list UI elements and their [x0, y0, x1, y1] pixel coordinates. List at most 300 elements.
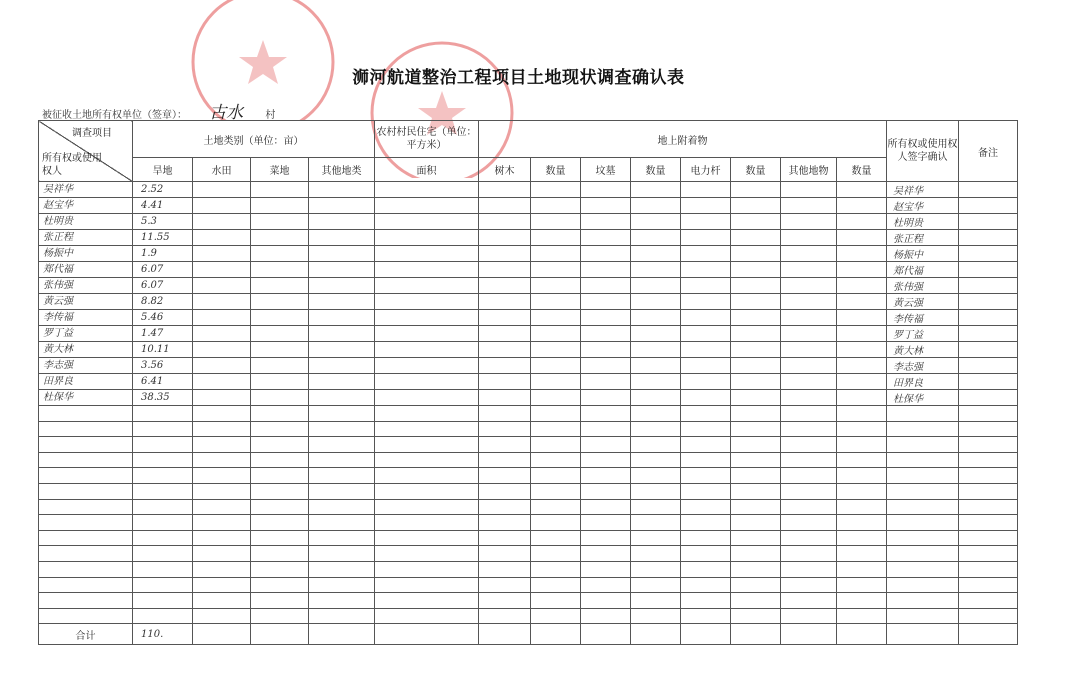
empty-cell	[531, 358, 581, 374]
empty-cell	[479, 546, 531, 562]
empty-cell	[375, 483, 479, 499]
empty-cell	[39, 468, 133, 484]
empty-cell	[375, 326, 479, 342]
header-other-qty: 数量	[837, 158, 887, 182]
header-paddy: 水田	[193, 158, 251, 182]
empty-cell	[681, 294, 731, 310]
empty-cell	[581, 374, 631, 390]
empty-cell	[581, 483, 631, 499]
empty-cell	[731, 561, 781, 577]
empty-cell	[887, 515, 959, 531]
empty-cell	[631, 214, 681, 230]
empty-cell	[731, 214, 781, 230]
table-row	[39, 342, 1018, 358]
table-row	[39, 483, 1018, 499]
empty-cell	[479, 246, 531, 262]
empty-cell	[781, 278, 837, 294]
table-row	[39, 468, 1018, 484]
empty-cell	[531, 483, 581, 499]
empty-cell	[781, 483, 837, 499]
empty-cell	[251, 230, 309, 246]
empty-cell	[781, 374, 837, 390]
empty-cell	[309, 421, 375, 437]
empty-cell	[631, 406, 681, 422]
empty-cell	[193, 530, 251, 546]
table-row	[39, 593, 1018, 609]
empty-cell	[251, 246, 309, 262]
empty-cell	[781, 593, 837, 609]
table-row	[39, 198, 1018, 214]
empty-cell	[631, 577, 681, 593]
empty-cell	[781, 515, 837, 531]
empty-cell	[309, 406, 375, 422]
table-row	[39, 499, 1018, 515]
empty-cell	[375, 437, 479, 453]
empty-cell	[193, 374, 251, 390]
empty-cell	[681, 278, 731, 294]
empty-cell	[581, 214, 631, 230]
empty-cell	[193, 515, 251, 531]
empty-cell	[309, 214, 375, 230]
empty-cell	[133, 515, 193, 531]
empty-cell	[39, 608, 133, 624]
empty-cell	[681, 468, 731, 484]
empty-cell	[375, 530, 479, 546]
empty-cell	[39, 561, 133, 577]
dryland-cell: 5.46	[133, 310, 193, 326]
empty-cell	[309, 294, 375, 310]
empty-cell	[309, 483, 375, 499]
table-row	[39, 294, 1018, 310]
empty-cell	[581, 294, 631, 310]
empty-cell	[837, 452, 887, 468]
dryland-cell: 38.35	[133, 390, 193, 406]
empty-cell	[309, 577, 375, 593]
empty-cell	[193, 358, 251, 374]
empty-cell	[731, 608, 781, 624]
empty-cell	[887, 483, 959, 499]
empty-cell	[375, 561, 479, 577]
empty-cell	[193, 452, 251, 468]
empty-cell	[631, 326, 681, 342]
empty-cell	[251, 262, 309, 278]
empty-cell	[251, 546, 309, 562]
empty-cell	[251, 198, 309, 214]
empty-cell	[133, 406, 193, 422]
empty-cell	[251, 437, 309, 453]
empty-cell	[251, 515, 309, 531]
empty-cell	[39, 483, 133, 499]
empty-cell	[39, 452, 133, 468]
empty-cell	[681, 437, 731, 453]
page-title: 浉河航道整治工程项目土地现状调查确认表	[352, 68, 685, 88]
empty-cell	[251, 374, 309, 390]
empty-cell	[133, 593, 193, 609]
empty-cell	[837, 561, 887, 577]
empty-cell	[479, 577, 531, 593]
empty-cell	[959, 437, 1018, 453]
empty-cell	[479, 499, 531, 515]
empty-cell	[133, 421, 193, 437]
dryland-cell: 5.3	[133, 214, 193, 230]
empty-cell	[531, 326, 581, 342]
empty-cell	[681, 530, 731, 546]
empty-cell	[133, 577, 193, 593]
empty-cell	[375, 374, 479, 390]
empty-cell	[479, 262, 531, 278]
empty-cell	[731, 421, 781, 437]
empty-cell	[731, 310, 781, 326]
total-dryland: 110.	[133, 624, 193, 645]
empty-cell	[887, 421, 959, 437]
header-trees-qty: 数量	[531, 158, 581, 182]
dryland-cell: 1.9	[133, 246, 193, 262]
header-vegetable: 菜地	[251, 158, 309, 182]
empty-cell	[39, 546, 133, 562]
empty-cell	[837, 374, 887, 390]
empty-cell	[837, 406, 887, 422]
table-row	[39, 452, 1018, 468]
empty-cell	[479, 342, 531, 358]
empty-cell	[251, 294, 309, 310]
empty-cell	[39, 421, 133, 437]
empty-cell	[479, 230, 531, 246]
empty-cell	[375, 246, 479, 262]
empty-cell	[193, 437, 251, 453]
empty-cell	[959, 452, 1018, 468]
empty-cell	[39, 406, 133, 422]
empty-cell	[631, 561, 681, 577]
empty-cell	[959, 499, 1018, 515]
empty-cell	[681, 561, 731, 577]
empty-cell	[309, 326, 375, 342]
table-row	[39, 214, 1018, 230]
empty-cell	[479, 326, 531, 342]
empty-cell	[837, 593, 887, 609]
owner-name-cell: 张伟强	[39, 278, 133, 294]
empty-cell	[309, 246, 375, 262]
signature-cell: 黄大林	[887, 342, 959, 358]
empty-cell	[731, 437, 781, 453]
empty-cell	[631, 624, 681, 645]
empty-cell	[959, 294, 1018, 310]
empty-cell	[479, 310, 531, 326]
signature-cell: 赵宝华	[887, 198, 959, 214]
empty-cell	[375, 468, 479, 484]
empty-cell	[887, 577, 959, 593]
empty-cell	[531, 278, 581, 294]
empty-cell	[531, 515, 581, 531]
empty-cell	[837, 182, 887, 198]
empty-cell	[309, 278, 375, 294]
empty-cell	[375, 214, 479, 230]
empty-cell	[631, 230, 681, 246]
empty-cell	[531, 230, 581, 246]
empty-cell	[581, 421, 631, 437]
empty-cell	[309, 546, 375, 562]
table-row	[39, 374, 1018, 390]
empty-cell	[193, 406, 251, 422]
empty-cell	[959, 624, 1018, 645]
empty-cell	[309, 198, 375, 214]
empty-cell	[193, 483, 251, 499]
empty-cell	[837, 624, 887, 645]
empty-cell	[531, 530, 581, 546]
unit-label: 被征收土地所有权单位（签章）：	[42, 110, 187, 121]
empty-cell	[837, 421, 887, 437]
empty-cell	[581, 406, 631, 422]
empty-cell	[479, 390, 531, 406]
empty-cell	[479, 608, 531, 624]
empty-cell	[781, 310, 837, 326]
empty-cell	[681, 390, 731, 406]
empty-cell	[39, 515, 133, 531]
empty-cell	[837, 577, 887, 593]
empty-cell	[193, 546, 251, 562]
empty-cell	[681, 342, 731, 358]
empty-cell	[193, 326, 251, 342]
empty-cell	[631, 437, 681, 453]
empty-cell	[837, 230, 887, 246]
empty-cell	[837, 326, 887, 342]
empty-cell	[479, 593, 531, 609]
empty-cell	[681, 593, 731, 609]
empty-cell	[681, 421, 731, 437]
empty-cell	[581, 530, 631, 546]
table-row	[39, 390, 1018, 406]
empty-cell	[581, 326, 631, 342]
empty-cell	[531, 406, 581, 422]
empty-cell	[837, 546, 887, 562]
empty-cell	[581, 358, 631, 374]
empty-cell	[731, 246, 781, 262]
table-row	[39, 530, 1018, 546]
empty-cell	[959, 593, 1018, 609]
empty-cell	[581, 310, 631, 326]
empty-cell	[193, 262, 251, 278]
empty-cell	[251, 278, 309, 294]
empty-cell	[251, 406, 309, 422]
empty-cell	[837, 246, 887, 262]
empty-cell	[681, 310, 731, 326]
empty-cell	[959, 374, 1018, 390]
header-attachments: 地上附着物	[479, 121, 887, 158]
owner-name-cell: 吴祥华	[39, 182, 133, 198]
empty-cell	[681, 452, 731, 468]
empty-cell	[781, 182, 837, 198]
empty-cell	[731, 530, 781, 546]
table-row	[39, 406, 1018, 422]
empty-cell	[251, 214, 309, 230]
header-poles-qty: 数量	[731, 158, 781, 182]
table-row	[39, 358, 1018, 374]
empty-cell	[309, 390, 375, 406]
empty-cell	[309, 515, 375, 531]
empty-cell	[251, 468, 309, 484]
empty-cell	[837, 262, 887, 278]
total-row	[39, 624, 1018, 645]
empty-cell	[781, 608, 837, 624]
empty-cell	[251, 577, 309, 593]
empty-cell	[837, 310, 887, 326]
empty-cell	[479, 374, 531, 390]
empty-cell	[959, 515, 1018, 531]
header-owner: 所有权或使用权人	[42, 153, 102, 177]
signature-cell: 黄云强	[887, 294, 959, 310]
empty-cell	[375, 546, 479, 562]
empty-cell	[375, 499, 479, 515]
empty-cell	[39, 499, 133, 515]
empty-cell	[193, 561, 251, 577]
empty-cell	[375, 421, 479, 437]
empty-cell	[959, 214, 1018, 230]
dryland-cell: 11.55	[133, 230, 193, 246]
empty-cell	[193, 246, 251, 262]
empty-cell	[781, 326, 837, 342]
empty-cell	[309, 182, 375, 198]
empty-cell	[781, 624, 837, 645]
empty-cell	[681, 246, 731, 262]
empty-cell	[837, 515, 887, 531]
empty-cell	[959, 278, 1018, 294]
empty-cell	[631, 468, 681, 484]
empty-cell	[375, 452, 479, 468]
empty-cell	[581, 499, 631, 515]
empty-cell	[375, 198, 479, 214]
empty-cell	[631, 515, 681, 531]
empty-cell	[781, 390, 837, 406]
empty-cell	[479, 452, 531, 468]
empty-cell	[375, 358, 479, 374]
empty-cell	[531, 198, 581, 214]
table-row	[39, 182, 1018, 198]
empty-cell	[193, 198, 251, 214]
owner-name-cell: 黄大林	[39, 342, 133, 358]
owner-name-cell: 李志强	[39, 358, 133, 374]
empty-cell	[781, 577, 837, 593]
empty-cell	[531, 214, 581, 230]
dryland-cell: 3.56	[133, 358, 193, 374]
empty-cell	[309, 437, 375, 453]
empty-cell	[193, 608, 251, 624]
empty-cell	[479, 278, 531, 294]
empty-cell	[375, 624, 479, 645]
empty-cell	[959, 342, 1018, 358]
empty-cell	[681, 198, 731, 214]
empty-cell	[887, 406, 959, 422]
empty-cell	[731, 390, 781, 406]
empty-cell	[251, 182, 309, 198]
empty-cell	[309, 262, 375, 278]
empty-cell	[781, 294, 837, 310]
signature-cell: 张伟强	[887, 278, 959, 294]
empty-cell	[887, 452, 959, 468]
empty-cell	[959, 530, 1018, 546]
empty-cell	[193, 577, 251, 593]
header-trees: 树木	[479, 158, 531, 182]
empty-cell	[631, 310, 681, 326]
empty-cell	[479, 468, 531, 484]
empty-cell	[731, 406, 781, 422]
empty-cell	[309, 468, 375, 484]
header-graves: 坟墓	[581, 158, 631, 182]
empty-cell	[375, 515, 479, 531]
empty-cell	[133, 437, 193, 453]
empty-cell	[781, 198, 837, 214]
empty-cell	[309, 624, 375, 645]
empty-cell	[479, 561, 531, 577]
empty-cell	[631, 483, 681, 499]
empty-cell	[731, 593, 781, 609]
empty-cell	[581, 468, 631, 484]
table-row	[39, 246, 1018, 262]
empty-cell	[959, 468, 1018, 484]
empty-cell	[375, 262, 479, 278]
empty-cell	[309, 310, 375, 326]
empty-cell	[681, 374, 731, 390]
signature-cell: 李传福	[887, 310, 959, 326]
empty-cell	[681, 546, 731, 562]
empty-cell	[959, 546, 1018, 562]
empty-cell	[837, 608, 887, 624]
empty-cell	[887, 624, 959, 645]
empty-cell	[581, 624, 631, 645]
empty-cell	[681, 608, 731, 624]
empty-cell	[731, 468, 781, 484]
empty-cell	[959, 390, 1018, 406]
empty-cell	[731, 342, 781, 358]
empty-cell	[581, 342, 631, 358]
signature-cell: 杜保华	[887, 390, 959, 406]
empty-cell	[531, 246, 581, 262]
empty-cell	[581, 198, 631, 214]
table-row	[39, 515, 1018, 531]
empty-cell	[39, 530, 133, 546]
empty-cell	[479, 421, 531, 437]
owner-name-cell: 杨振中	[39, 246, 133, 262]
empty-cell	[959, 561, 1018, 577]
signature-cell: 罗丁益	[887, 326, 959, 342]
empty-cell	[133, 561, 193, 577]
empty-cell	[781, 246, 837, 262]
empty-cell	[479, 358, 531, 374]
empty-cell	[959, 230, 1018, 246]
owner-name-cell: 张正程	[39, 230, 133, 246]
empty-cell	[531, 593, 581, 609]
dryland-cell: 6.07	[133, 262, 193, 278]
empty-cell	[837, 278, 887, 294]
empty-cell	[731, 546, 781, 562]
empty-cell	[193, 593, 251, 609]
empty-cell	[837, 390, 887, 406]
empty-cell	[581, 437, 631, 453]
dryland-cell: 4.41	[133, 198, 193, 214]
unit-signature: 古水	[209, 103, 244, 123]
empty-cell	[479, 624, 531, 645]
empty-cell	[251, 421, 309, 437]
empty-cell	[133, 452, 193, 468]
table-row	[39, 421, 1018, 437]
dryland-cell: 8.82	[133, 294, 193, 310]
empty-cell	[479, 515, 531, 531]
empty-cell	[375, 294, 479, 310]
empty-cell	[531, 437, 581, 453]
empty-cell	[531, 546, 581, 562]
dryland-cell: 6.41	[133, 374, 193, 390]
empty-cell	[479, 483, 531, 499]
empty-cell	[133, 530, 193, 546]
empty-cell	[781, 468, 837, 484]
